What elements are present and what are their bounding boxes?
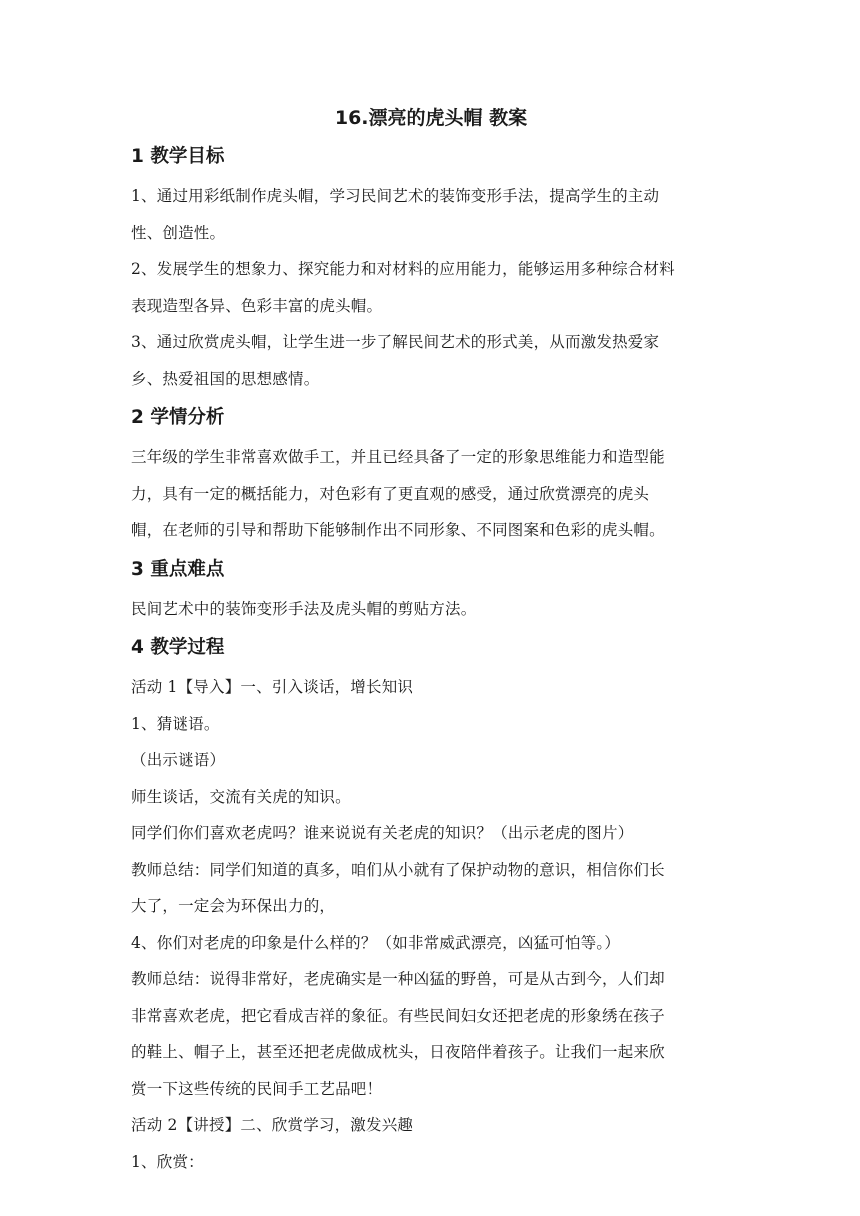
text-line: 同学们你们喜欢老虎吗？谁来说说有关老虎的知识？（出示老虎的图片） [131,824,634,842]
text-line: 教师总结：同学们知道的真多，咱们从小就有了保护动物的意识，相信你们长 [131,860,665,879]
section-key-points [131,549,731,628]
text-line: 2、发展学生的想象力、探究能力和对材料的应用能力，能够运用多种综合材料 [131,260,675,278]
text-line: 活动 1【导入】一、引入谈话，增长知识 [131,678,414,696]
text-line: 教师总结：说得非常好，老虎确实是一种凶猛的野兽，可是从古到今，人们却 [131,970,665,988]
document-body [131,100,731,1180]
text-line: 活动 2【讲授】二、欣赏学习，激发兴趣 [131,1116,414,1134]
section-paragraph [131,591,731,628]
section-heading: 2 学情分析 [131,407,225,428]
text-line: 的鞋上、帽子上，甚至还把老虎做成枕头，日夜陪伴着孩子。让我们一起来欣 [131,1043,665,1061]
section-objectives [131,136,731,397]
section-paragraph [131,669,731,1180]
section-teaching-process [131,627,731,1180]
section-heading: 1 教学目标 [131,146,225,167]
text-line: 民间艺术中的装饰变形手法及虎头帽的剪贴方法。 [131,599,477,618]
section-heading: 4 教学过程 [131,637,225,658]
text-line: 3、通过欣赏虎头帽，让学生进一步了解民间艺术的形式美，从而激发热爱家 [131,333,660,351]
section-heading: 3 重点难点 [131,558,225,580]
section-paragraph [131,439,731,549]
text-line: 1、欣赏： [131,1152,204,1171]
text-line: 乡、热爱祖国的思想感情。 [131,369,320,388]
document-title: 16.漂亮的虎头帽 教案 [334,107,528,129]
text-line: （出示谜语） [131,751,226,769]
text-line: 表现造型各异、色彩丰富的虎头帽。 [131,296,383,315]
text-line: 4、你们对老虎的印象是什么样的？（如非常威武漂亮，凶猛可怕等。） [131,933,621,952]
section-paragraph [131,178,731,397]
text-line: 帽，在老师的引导和帮助下能够制作出不同形象、不同图案和色彩的虎头帽。 [131,521,665,539]
text-line: 力，具有一定的概括能力，对色彩有了更直观的感受，通过欣赏漂亮的虎头 [131,484,650,503]
text-line: 赏一下这些传统的民间手工艺品吧！ [131,1079,383,1098]
text-line: 师生谈话，交流有关虎的知识。 [131,787,351,806]
text-line: 大了，一定会为环保出力的， [131,897,336,915]
text-line: 性、创造性。 [131,223,226,242]
text-line: 三年级的学生非常喜欢做手工，并且已经具备了一定的形象思维能力和造型能 [131,448,665,466]
text-line: 1、通过用彩纸制作虎头帽，学习民间艺术的装饰变形手法，提高学生的主动 [131,187,660,205]
text-line: 非常喜欢老虎，把它看成吉祥的象征。有些民间妇女还把老虎的形象绣在孩子 [131,1006,665,1025]
text-line: 1、猜谜语。 [131,714,220,733]
section-student-analysis [131,397,731,549]
